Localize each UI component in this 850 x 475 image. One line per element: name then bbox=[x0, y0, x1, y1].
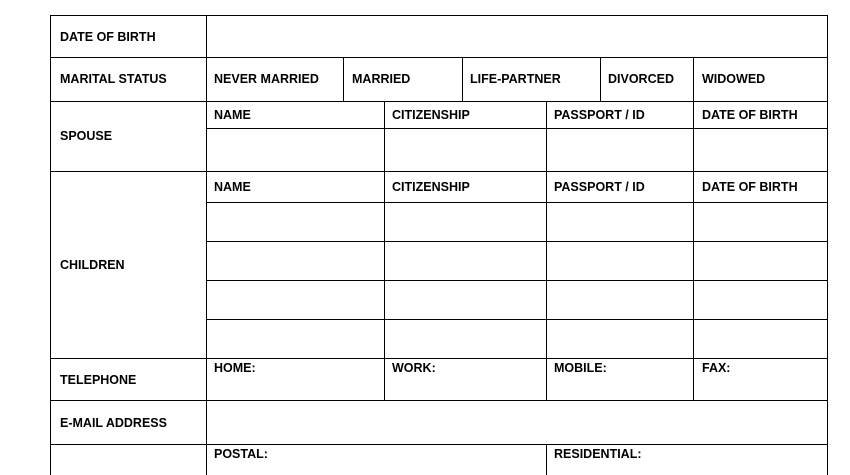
spouse-date-of-birth-header: DATE OF BIRTH bbox=[702, 108, 798, 122]
table-border-line bbox=[50, 171, 828, 172]
child-date-of-birth-field[interactable] bbox=[694, 242, 827, 280]
telephone-mobile-field[interactable] bbox=[547, 359, 693, 400]
marital-option-never-married[interactable] bbox=[207, 58, 343, 101]
spouse-date-of-birth-field[interactable] bbox=[694, 129, 827, 171]
marital-option-label: MARRIED bbox=[352, 72, 411, 86]
child-passport-field[interactable] bbox=[547, 242, 693, 280]
table-border-line bbox=[50, 101, 828, 102]
postal-address-field[interactable] bbox=[207, 445, 546, 475]
child-date-of-birth-field[interactable] bbox=[694, 281, 827, 319]
marital-option-label: DIVORCED bbox=[608, 72, 674, 86]
spouse-citizenship-header: CITIZENSHIP bbox=[392, 108, 470, 122]
spouse-passport-header: PASSPORT / ID bbox=[554, 108, 645, 122]
marital-option-life-partner[interactable] bbox=[463, 58, 600, 101]
table-border-line bbox=[827, 15, 828, 475]
child-passport-field[interactable] bbox=[547, 320, 693, 358]
children-date-of-birth-header: DATE OF BIRTH bbox=[702, 180, 798, 194]
telephone-fax-label: FAX: bbox=[702, 361, 731, 375]
marital-option-married[interactable] bbox=[344, 58, 462, 101]
child-date-of-birth-field[interactable] bbox=[694, 203, 827, 241]
child-citizenship-field[interactable] bbox=[385, 242, 546, 280]
children-name-header: NAME bbox=[214, 180, 251, 194]
spouse-name-field[interactable] bbox=[207, 129, 384, 171]
child-name-field[interactable] bbox=[207, 320, 384, 358]
residential-address-label: RESIDENTIAL: bbox=[554, 447, 642, 461]
marital-option-widowed[interactable] bbox=[694, 58, 827, 101]
children-label: CHILDREN bbox=[60, 258, 125, 272]
marital-option-label: LIFE-PARTNER bbox=[470, 72, 561, 86]
telephone-label: TELEPHONE bbox=[60, 373, 137, 387]
marital-status-label: MARITAL STATUS bbox=[60, 72, 167, 86]
children-citizenship-header: CITIZENSHIP bbox=[392, 180, 470, 194]
child-citizenship-field[interactable] bbox=[385, 203, 546, 241]
telephone-home-field[interactable] bbox=[207, 359, 384, 400]
telephone-mobile-label: MOBILE: bbox=[554, 361, 607, 375]
spouse-label: SPOUSE bbox=[60, 129, 113, 143]
telephone-work-label: WORK: bbox=[392, 361, 436, 375]
date-of-birth-label: DATE OF BIRTH bbox=[60, 30, 156, 44]
spouse-passport-field[interactable] bbox=[547, 129, 693, 171]
child-date-of-birth-field[interactable] bbox=[694, 320, 827, 358]
email-address-field[interactable] bbox=[207, 401, 827, 444]
child-citizenship-field[interactable] bbox=[385, 281, 546, 319]
table-border-line bbox=[50, 15, 51, 475]
telephone-work-field[interactable] bbox=[385, 359, 546, 400]
spouse-name-header: NAME bbox=[214, 108, 251, 122]
marital-option-divorced[interactable] bbox=[601, 58, 693, 101]
marital-option-label: NEVER MARRIED bbox=[214, 72, 319, 86]
date-of-birth-field[interactable] bbox=[207, 16, 827, 57]
child-name-field[interactable] bbox=[207, 281, 384, 319]
child-name-field[interactable] bbox=[207, 242, 384, 280]
email-address-label: E-MAIL ADDRESS bbox=[60, 416, 167, 430]
child-passport-field[interactable] bbox=[547, 281, 693, 319]
marital-option-label: WIDOWED bbox=[702, 72, 766, 86]
telephone-home-label: HOME: bbox=[214, 361, 256, 375]
postal-address-label: POSTAL: bbox=[214, 447, 268, 461]
children-passport-header: PASSPORT / ID bbox=[554, 180, 645, 194]
child-passport-field[interactable] bbox=[547, 203, 693, 241]
child-citizenship-field[interactable] bbox=[385, 320, 546, 358]
residential-address-field[interactable] bbox=[547, 445, 827, 475]
child-name-field[interactable] bbox=[207, 203, 384, 241]
spouse-citizenship-field[interactable] bbox=[385, 129, 546, 171]
telephone-fax-field[interactable] bbox=[694, 359, 827, 400]
